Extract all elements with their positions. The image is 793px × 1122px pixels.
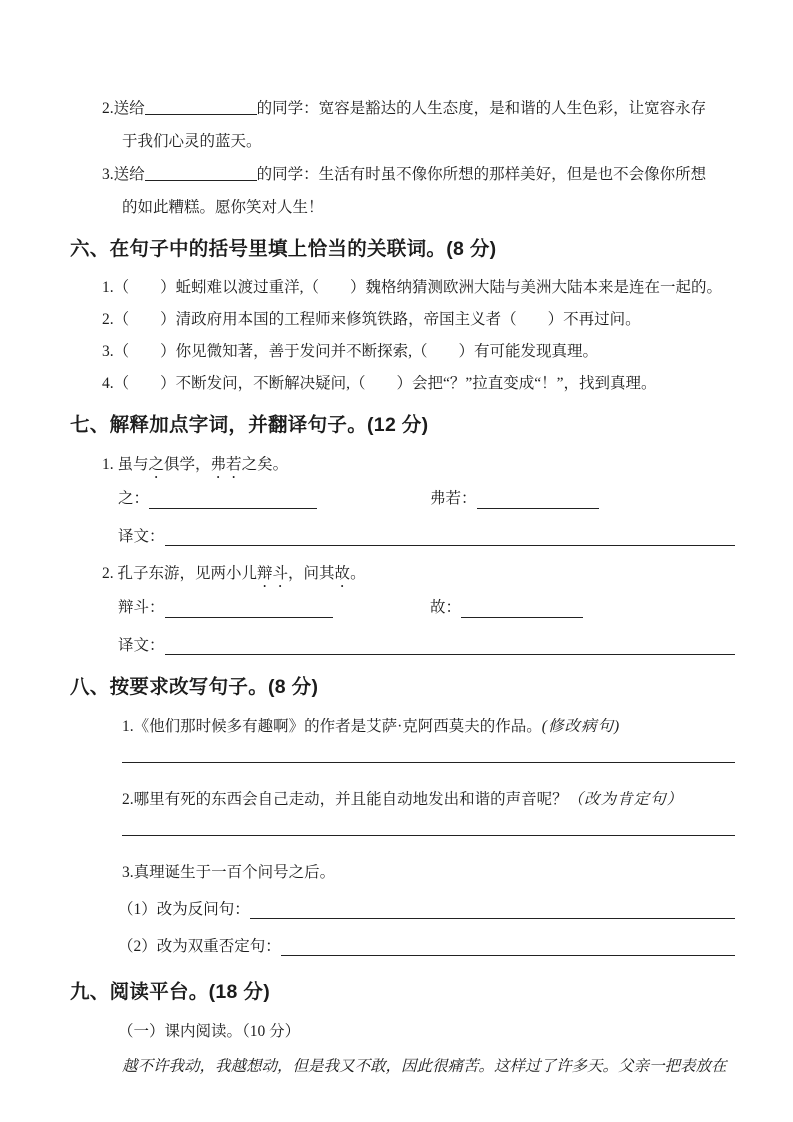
translation-label: 译文：: [118, 637, 165, 654]
term-label: 之：: [118, 490, 150, 507]
translation-answer-line: [165, 545, 735, 546]
term-answer-blank: [165, 617, 333, 618]
section-6-question-3: 3.（ ）你见微知著，善于发问并不断探索,（ ）有可能发现真理。: [102, 343, 599, 360]
term-label: 故：: [430, 599, 462, 616]
question-text: 1.《他们那时候多有趣啊》的作者是艾萨·克阿西莫夫的作品。: [122, 718, 542, 735]
section-8-question-3-sub2: [70, 930, 735, 963]
gift-item-2-line1: [70, 92, 735, 125]
section-7-translation-1: [70, 520, 735, 553]
sentence-2-part: ，问其: [288, 565, 335, 582]
section-8-question-3-sub1: [70, 893, 735, 926]
gift-item-3-text: 的同学：生活有时虽不像你所想的那样美好，但是也不会像你所想: [256, 166, 707, 183]
reading-passage-line: 越不许我动，我越想动，但是我又不敢，因此很痛苦。这样过了许多天。父亲一把表放在: [122, 1058, 727, 1075]
term-answer-blank: [461, 617, 583, 618]
section-8-answer-line-2: [70, 835, 735, 843]
translation-answer-line: [165, 654, 735, 655]
sub-question-label: （1）改为反问句：: [118, 901, 250, 918]
translation-label: 译文：: [118, 528, 165, 545]
gift-item-3-prefix: 3.送给: [102, 166, 145, 183]
gift-item-3-answer-blank: [145, 166, 257, 181]
question-text: 2.哪里有死的东西会自己走动，并且能自动地发出和谐的声音呢？: [122, 791, 568, 808]
section-7-terms-1: [70, 482, 735, 516]
section-8-heading: 八、按要求改写句子。(8 分): [70, 676, 319, 698]
gift-item-2-line2: 于我们心灵的蓝天。: [122, 133, 262, 150]
gift-item-2-prefix: 2.送给: [102, 100, 145, 117]
section-6-question-2: 2.（ ）清政府用本国的工程师来修筑铁路，帝国主义者（ ）不再过问。: [102, 311, 641, 328]
sentence-1-part: 之矣。: [241, 456, 289, 473]
term-label: 辩斗：: [118, 599, 165, 616]
sentence-2-part: 。: [350, 565, 366, 582]
answer-line: [122, 762, 735, 763]
sentence-1-dotted-word: 之: [148, 456, 165, 473]
term-answer-blank: [477, 508, 599, 509]
term-answer-blank: [149, 508, 317, 509]
section-6-question-4: 4.（ ）不断发问，不断解决疑问,（ ）会把“？”拉直变成“！”，找到真理。: [102, 375, 657, 392]
section-7-terms-2: [70, 591, 735, 625]
question-instruction-note: (修改病句): [541, 718, 621, 735]
answer-line: [122, 835, 735, 836]
section-6-heading: 六、在句子中的括号里填上恰当的关联词。(8 分): [70, 238, 497, 260]
section-7-translation-2: [70, 629, 735, 662]
section-6-question-1: 1.（ ）蚯蚓难以渡过重洋,（ ）魏格纳猜测欧洲大陆与美洲大陆本来是连在一起的。: [102, 279, 723, 296]
section-8-question-1: [70, 710, 735, 743]
gift-item-3-line2: 的如此糟糕。愿你笑对人生！: [122, 199, 324, 216]
section-7-heading: 七、解释加点字词，并翻译句子。(12 分): [70, 414, 429, 436]
gift-item-2-text: 的同学：宽容是豁达的人生态度，是和谐的人生色彩，让宽容永存: [256, 100, 707, 117]
section-7-sentence-1: [70, 448, 735, 482]
answer-line: [250, 918, 735, 919]
sentence-1-part: 1. 虽与: [102, 456, 149, 473]
gift-item-2-answer-blank: [145, 100, 257, 115]
gift-item-3-line1: [70, 158, 735, 191]
section-9-subsection: （一）课内阅读。（10 分）: [118, 1023, 301, 1040]
section-8-question-2: [70, 783, 735, 816]
sentence-2-part: 2. 孔子东游，见两小儿: [102, 565, 258, 582]
sentence-2-dotted-word: 辩斗: [257, 565, 289, 582]
section-8-question-3: 3.真理诞生于一百个问号之后。: [122, 864, 336, 881]
section-8-answer-line-1: [70, 762, 735, 770]
sub-question-label: （2）改为双重否定句：: [118, 938, 281, 955]
section-9-heading: 九、阅读平台。(18 分): [70, 981, 270, 1003]
sentence-1-dotted-word: 弗若: [210, 456, 242, 473]
term-label: 弗若：: [430, 490, 477, 507]
sentence-1-part: 俱学，: [164, 456, 211, 473]
question-instruction-note: （改为肯定句）: [567, 791, 684, 808]
answer-line: [281, 955, 735, 956]
sentence-2-dotted-word: 故: [334, 565, 351, 582]
section-7-sentence-2: [70, 557, 735, 591]
